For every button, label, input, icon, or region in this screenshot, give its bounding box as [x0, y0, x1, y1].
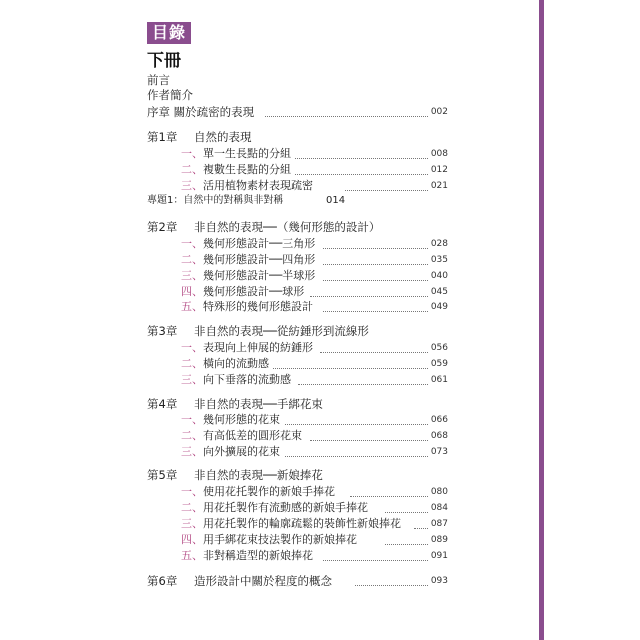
- section-title: 幾何形態設計──四角形: [203, 253, 316, 266]
- section-number: 五、: [181, 549, 203, 562]
- leader-dots: [323, 248, 428, 249]
- volume-title: 下冊: [147, 51, 181, 71]
- section-number: 三、: [181, 179, 203, 192]
- section-number: 三、: [181, 269, 203, 282]
- chapter-title: 非自然的表現──手綁花束: [194, 397, 323, 411]
- leader-dots: [385, 544, 428, 545]
- section-title: 幾何形態設計──半球形: [203, 269, 316, 282]
- chapter-title: 造形設計中關於程度的概念: [194, 574, 332, 588]
- intro-title: 序章 關於疏密的表現: [147, 105, 255, 119]
- leader-dots: [310, 440, 428, 441]
- section-number: 三、: [181, 373, 203, 386]
- page-number: 084: [430, 503, 448, 513]
- leader-dots: [414, 528, 428, 529]
- section-title: 活用植物素材表現疏密: [203, 179, 313, 192]
- section-title: 幾何形態設計──三角形: [203, 237, 316, 250]
- chapter-title: 非自然的表現──（幾何形態的設計）: [194, 220, 381, 234]
- leader-dots: [298, 384, 428, 385]
- chapter-title: 非自然的表現──新娘捧花: [194, 468, 323, 482]
- section-title: 用花托製作的輪廓疏鬆的裝飾性新娘捧花: [203, 517, 401, 530]
- chapter-label: 第1章: [147, 130, 178, 144]
- section-number: 一、: [181, 485, 203, 498]
- section-title: 用花托製作有流動感的新娘手捧花: [203, 501, 368, 514]
- section-number: 一、: [181, 147, 203, 160]
- page-number: 012: [430, 165, 448, 175]
- page-number: 028: [430, 239, 448, 249]
- section-number: 二、: [181, 253, 203, 266]
- section-title: 複數生長點的分組: [203, 163, 291, 176]
- section-title: 向下垂落的流動感: [203, 373, 291, 386]
- topic-title: 專題1：自然中的對稱與非對稱: [147, 195, 284, 206]
- section-number: 二、: [181, 163, 203, 176]
- section-title: 幾何形態的花束: [203, 413, 280, 426]
- section-number: 五、: [181, 300, 203, 313]
- leader-dots: [295, 158, 428, 159]
- leader-dots: [385, 512, 428, 513]
- chapter-title: 自然的表現: [194, 130, 252, 144]
- page-number: 066: [430, 415, 448, 425]
- page-number: 068: [430, 431, 448, 441]
- leader-dots: [350, 496, 428, 497]
- chapter-label: 第3章: [147, 324, 178, 338]
- leader-dots: [323, 280, 428, 281]
- section-title: 幾何形態設計──球形: [203, 285, 305, 298]
- leader-dots: [323, 264, 428, 265]
- page-number: 008: [430, 149, 448, 159]
- page-number: 089: [430, 535, 448, 545]
- section-number: 二、: [181, 357, 203, 370]
- leader-dots: [345, 190, 428, 191]
- section-title: 用手綁花束技法製作的新娘捧花: [203, 533, 357, 546]
- chapter-label: 第2章: [147, 220, 178, 234]
- page-number: 091: [430, 551, 448, 561]
- chapter-label: 第5章: [147, 468, 178, 482]
- chapter-label: 第4章: [147, 397, 178, 411]
- section-number: 三、: [181, 445, 203, 458]
- section-number: 一、: [181, 413, 203, 426]
- section-number: 一、: [181, 237, 203, 250]
- leader-dots: [355, 585, 428, 586]
- chapter-title: 非自然的表現──從紡錘形到流線形: [194, 324, 369, 338]
- page-number: 002: [430, 107, 448, 117]
- preface-title: 前言: [147, 73, 170, 87]
- page-number: 056: [430, 343, 448, 353]
- page-number: 040: [430, 271, 448, 281]
- section-number: 三、: [181, 517, 203, 530]
- leader-dots: [320, 352, 428, 353]
- section-title: 使用花托製作的新娘手捧花: [203, 485, 335, 498]
- page-number: 080: [430, 487, 448, 497]
- section-title: 非對稱造型的新娘捧花: [203, 549, 313, 562]
- section-title: 表現向上伸展的紡錘形: [203, 341, 313, 354]
- leader-dots: [285, 424, 428, 425]
- section-number: 二、: [181, 429, 203, 442]
- leader-dots: [323, 311, 428, 312]
- leader-dots: [285, 456, 428, 457]
- leader-dots: [310, 296, 428, 297]
- leader-dots: [273, 368, 428, 369]
- page-number: 073: [430, 447, 448, 457]
- page-number: 087: [430, 519, 448, 529]
- section-number: 二、: [181, 501, 203, 514]
- leader-dots: [295, 174, 428, 175]
- section-title: 向外擴展的花束: [203, 445, 280, 458]
- toc-header: 目錄: [147, 22, 191, 44]
- chapter-label: 第6章: [147, 574, 178, 588]
- page-number: 061: [430, 375, 448, 385]
- page-number: 045: [430, 287, 448, 297]
- author-title: 作者簡介: [147, 88, 193, 102]
- section-title: 特殊形的幾何形態設計: [203, 300, 313, 313]
- section-number: 四、: [181, 533, 203, 546]
- section-number: 一、: [181, 341, 203, 354]
- section-number: 四、: [181, 285, 203, 298]
- page-number: 093: [430, 576, 448, 586]
- page-number: 021: [430, 181, 448, 191]
- page-number: 035: [430, 255, 448, 265]
- section-title: 橫向的流動感: [203, 357, 269, 370]
- page-number: 014: [326, 195, 346, 206]
- page-edge-bar: [539, 0, 544, 640]
- page-number: 049: [430, 302, 448, 312]
- page-number: 059: [430, 359, 448, 369]
- section-title: 單一生長點的分組: [203, 147, 291, 160]
- leader-dots: [265, 116, 428, 117]
- section-title: 有高低差的圓形花束: [203, 429, 302, 442]
- leader-dots: [323, 560, 428, 561]
